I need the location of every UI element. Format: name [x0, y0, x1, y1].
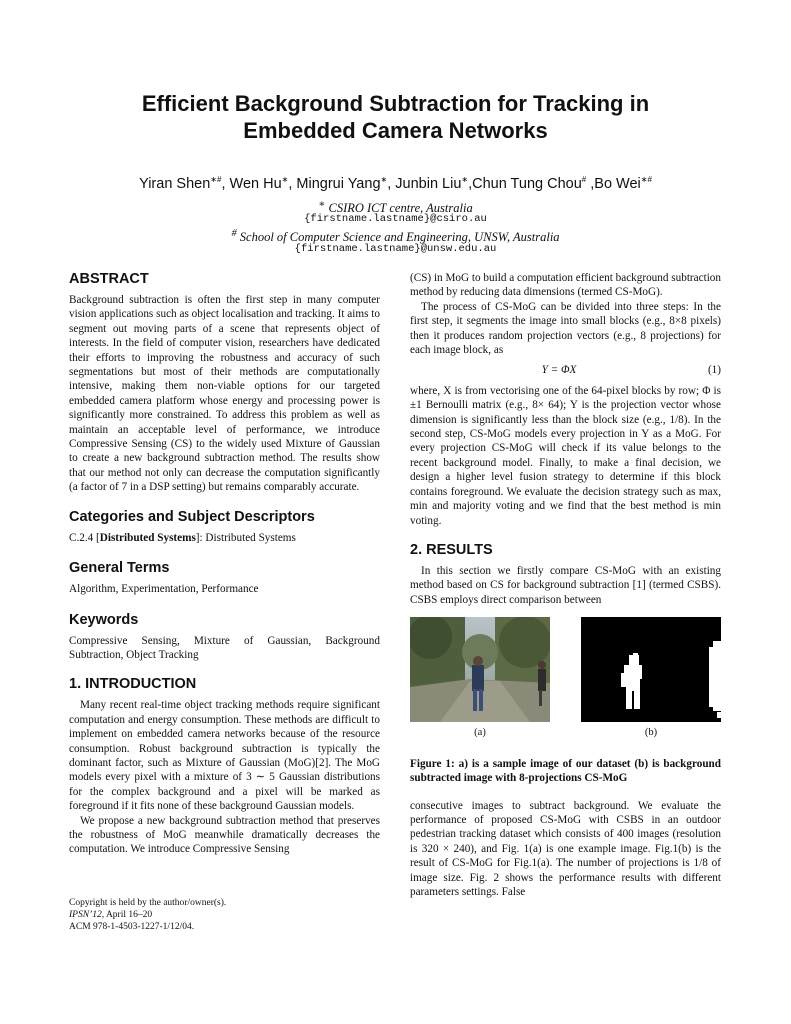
results-paragraph-2: consecutive images to subtract background. We evaluate the performance of proposed CS-MoG with CSBS in an outdoor pedestrian tracking dataset which consists of 400 images (resolution is 320 × 240), and Fig. 1(a) is one example image. Fig.1(b) is the result of CS-MoG for Fig.1(a). The number of projections is 1/8 of image size. Fig. 2 shows the performance results with different parameters settings. False: [410, 799, 721, 898]
category-bold: Distributed Systems: [99, 531, 196, 544]
affiliation-2-email: {firstname.lastname}@unsw.edu.au: [294, 243, 497, 255]
foreground-mask-image: [581, 617, 721, 722]
author-mark: ∗: [281, 175, 289, 184]
keywords-text: Compressive Sensing, Mixture of Gaussian, Background Subtraction, Object Tracking: [69, 634, 380, 661]
right-paragraph-3: where, X is from vectorising one of the 64-pixel blocks by row; Φ is ±1 Bernoulli matrix (e.g., 8× 64); Y is the projection vector whose dimension is significantly less than the block size (e.g., 1/8). In the second step, CS-MoG models every projection in Y as a MoG. For every projection CS-MoG will check if its value belongs to the recent background model. Finally, to make a final decision, we design a higher level fusion strategy to determine if this block contains foreground. We evaluate the decision strategy such as max, min and majority voting and we find that the best method is min voting.: [410, 384, 721, 527]
title-line-2: Embedded Camera Networks: [243, 118, 548, 143]
footnote-line-1: Copyright is held by the author/owner(s).: [69, 898, 227, 908]
results-paragraph-1: In this section we firstly compare CS-MoG with an existing method based on CS for background subtraction [1] (termed CSBS). CSBS employs direct comparison between: [410, 564, 721, 606]
author-name: Bo Wei: [594, 175, 641, 192]
figure-1a: [410, 617, 550, 740]
copyright-footnote: [69, 897, 380, 933]
conference-name: IPSN’12,: [69, 910, 105, 920]
title-line-1: Efficient Background Subtraction for Tracking in: [141, 91, 650, 116]
author-name: Mingrui Yang: [296, 175, 381, 192]
general-terms-heading: General Terms: [69, 560, 170, 577]
sample-scene-image: [410, 617, 550, 722]
categories-text: [69, 531, 380, 545]
right-paragraph-2: The process of CS-MoG can be divided into three steps: In the first step, it segments the image into small blocks (e.g., 8×8 pixels) then it produces random projection vectors (e.g., 8 projections) for each image block, as: [410, 300, 721, 357]
affiliation-mark: #: [231, 228, 237, 239]
author-list: Yiran Shen∗#, Wen Hu∗, Mingrui Yang∗, Junbin Liu∗,Chun Tung Chou# ,Bo Wei∗#: [139, 175, 652, 192]
introduction-heading: 1. INTRODUCTION: [69, 676, 197, 693]
footnote-line-3: ACM 978-1-4503-1227-1/12/04.: [69, 922, 195, 932]
introduction-paragraph-1: Many recent real-time object tracking methods require significant computation and energy consumption. These methods are difficult to implement on embedded camera networks because of the resource consumption. Robust background subtraction is typically the dominant factor, such as Mixture of Gaussian (MoG)[2]. The MoG models every pixel with a mixture of 3 ∼ 5 Gaussian distributions for the complex background and a pixel will be marked as foreground if it fits none of these background Gaussian models.: [69, 699, 380, 813]
equation-1: [410, 363, 721, 377]
categories-heading: Categories and Subject Descriptors: [69, 508, 315, 525]
left-column: [69, 271, 380, 857]
category-code: C.2.4 [: [69, 531, 100, 544]
figure-1a-label: (a): [474, 727, 486, 739]
figure-1b: [581, 617, 721, 740]
affiliation-1-email: {firstname.lastname}@csiro.au: [304, 213, 487, 225]
affiliation-mark: ∗: [318, 199, 326, 210]
category-rest: ]: Distributed Systems: [195, 531, 296, 544]
right-paragraph-1: (CS) in MoG to build a computation efficient background subtraction method by reducing data dimensions (termed CS-MoG).: [410, 272, 721, 299]
equation-expression: Y = ΦX: [541, 364, 577, 377]
figure-1: [410, 617, 721, 740]
figure-1b-label: (b): [644, 727, 658, 739]
abstract-text: Background subtraction is often the first step in many computer vision applications such as object localisation and tracking. It aims to segment out moving parts of a scene that represents object of interests. In the field of computer vision, researchers have dedicated their efforts to improving the robustness and accuracy of such segmentations but most of their methods are computationally intensive, making them non-viable options for our targeted embedded camera platform whose energy and processing power is significantly more constrained. To address this problem as well as maintain an acceptable level of performance, we introduce Compressive Sensing (CS) to the widely used Mixture of Gaussian to create a new background subtraction method. The results show that our method not only can decrease the computation significantly (a factor of 7 in a DSP setting) but remains comparably accurate.: [69, 294, 380, 494]
author-mark: ∗#: [210, 175, 222, 184]
figure-1-caption: Figure 1: a) is a sample image of our dataset (b) is background subtracted image with 8-projections CS-MoG: [410, 757, 721, 784]
author-name: Yiran Shen: [139, 175, 211, 192]
conference-date: April 16–20: [104, 910, 153, 920]
author-name: Wen Hu: [229, 175, 282, 192]
paper-title: [60, 90, 731, 144]
equation-number: (1): [707, 364, 721, 377]
general-terms-text: Algorithm, Experimentation, Performance: [69, 583, 259, 596]
introduction-paragraph-2: We propose a new background subtraction method that preserves the robustness of MoG meanwhile dramatically decreases the computation. We introduce Compressive Sensing: [69, 814, 380, 856]
author-mark: ∗#: [640, 175, 652, 184]
right-column: [410, 271, 721, 899]
results-heading: 2. RESULTS: [410, 541, 493, 558]
author-name: Junbin Liu: [395, 175, 462, 192]
author-name: Chun Tung Chou: [472, 175, 582, 192]
author-mark: ∗: [380, 175, 388, 184]
abstract-heading: ABSTRACT: [69, 271, 149, 287]
author-mark: #: [581, 175, 587, 184]
affiliation-name: School of Computer Science and Engineering, UNSW, Australia: [239, 230, 560, 245]
affiliation-name: CSIRO ICT centre, Australia: [328, 201, 473, 216]
footnote-line-2: [69, 909, 380, 921]
author-mark: ∗: [461, 175, 469, 184]
keywords-heading: Keywords: [69, 611, 139, 628]
